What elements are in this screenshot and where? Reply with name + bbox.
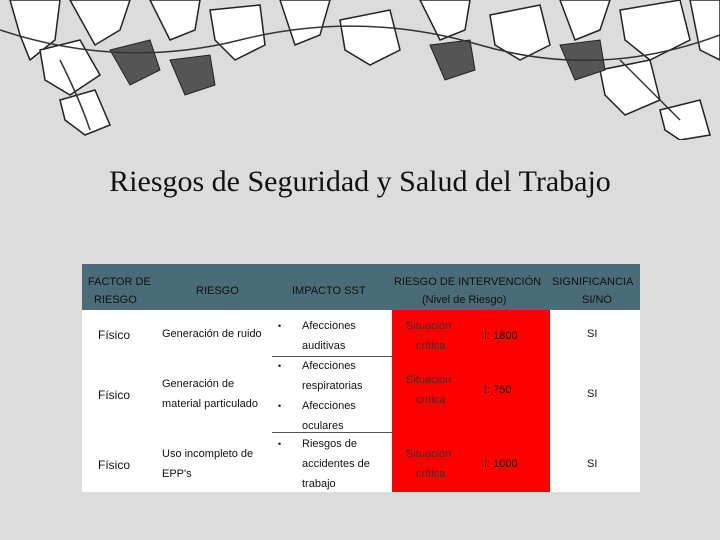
- impacto-row2-line4: oculares: [302, 420, 344, 432]
- situacion-row3-line2: crítica: [416, 468, 446, 480]
- header-riesgo-label: RIESGO: [196, 285, 239, 297]
- header-factor-line2: RIESGO: [94, 294, 137, 306]
- impacto-row2-line1: Afecciones: [302, 360, 356, 372]
- significancia-row1: SI: [587, 328, 598, 340]
- bullet-icon: •: [278, 361, 282, 371]
- header-impacto-label: IMPACTO SST: [292, 285, 366, 297]
- header-riesgo: [158, 264, 272, 310]
- header-factor-line1: FACTOR DE: [88, 276, 151, 288]
- risk-table: [82, 264, 640, 492]
- page-title: Riesgos de Seguridad y Salud del Trabajo: [109, 165, 611, 198]
- riesgo-row2-line2: material particulado: [162, 398, 258, 410]
- header-intervencion: [392, 264, 550, 310]
- header-impacto: [272, 264, 392, 310]
- header-significancia: [550, 264, 640, 310]
- bullet-icon: •: [278, 401, 282, 411]
- situacion-row2-line1: Situación: [406, 374, 452, 386]
- ivy-leaves-decoration: [0, 0, 720, 140]
- valor-row1: I: 1800: [484, 330, 518, 342]
- factor-row1: Físico: [98, 328, 131, 342]
- header-intervencion-line2: (Nivel de Riesgo): [422, 294, 507, 306]
- divider: [272, 356, 392, 357]
- valor-row2: I: 750: [484, 384, 512, 396]
- valor-row3: I: 1000: [484, 458, 518, 470]
- riesgo-row2-line1: Generación de: [162, 378, 235, 390]
- header-significancia-line1: SIGNIFICANCIA: [552, 276, 634, 288]
- situacion-row2-line2: crítica: [416, 394, 446, 406]
- situacion-row3-line1: Situación: [406, 448, 452, 460]
- impacto-row1-line2: auditivas: [302, 340, 346, 352]
- impacto-row3-line1: Riesgos de: [302, 438, 358, 450]
- factor-row3: Físico: [98, 458, 131, 472]
- impacto-row2-line3: Afecciones: [302, 400, 356, 412]
- situacion-row1-line1: Situación: [406, 320, 452, 332]
- riesgo-row3-line1: Uso incompleto de: [162, 448, 254, 460]
- header-factor: [82, 264, 158, 310]
- critical-cell-row1: [392, 310, 550, 356]
- impacto-row3-line3: trabajo: [302, 478, 336, 490]
- bullet-icon: •: [278, 321, 282, 331]
- factor-row2: Físico: [98, 388, 131, 402]
- situacion-row1-line2: crítica: [416, 340, 446, 352]
- impacto-row1-line1: Afecciones: [302, 320, 356, 332]
- bullet-icon: •: [278, 439, 282, 449]
- impacto-row2-line2: respiratorias: [302, 380, 363, 392]
- divider: [272, 432, 392, 433]
- header-significancia-line2: SI/NO: [582, 294, 612, 306]
- significancia-row2: SI: [587, 388, 598, 400]
- significancia-row3: SI: [587, 458, 598, 470]
- impacto-row3-line2: accidentes de: [302, 458, 370, 470]
- header-intervencion-line1: RIESGO DE INTERVENCIÓN: [394, 276, 542, 288]
- riesgo-row3-line2: EPP's: [162, 468, 192, 480]
- critical-cell-row2: [392, 356, 550, 432]
- riesgo-row1: Generación de ruido: [162, 328, 262, 340]
- critical-cell-row3: [392, 432, 550, 492]
